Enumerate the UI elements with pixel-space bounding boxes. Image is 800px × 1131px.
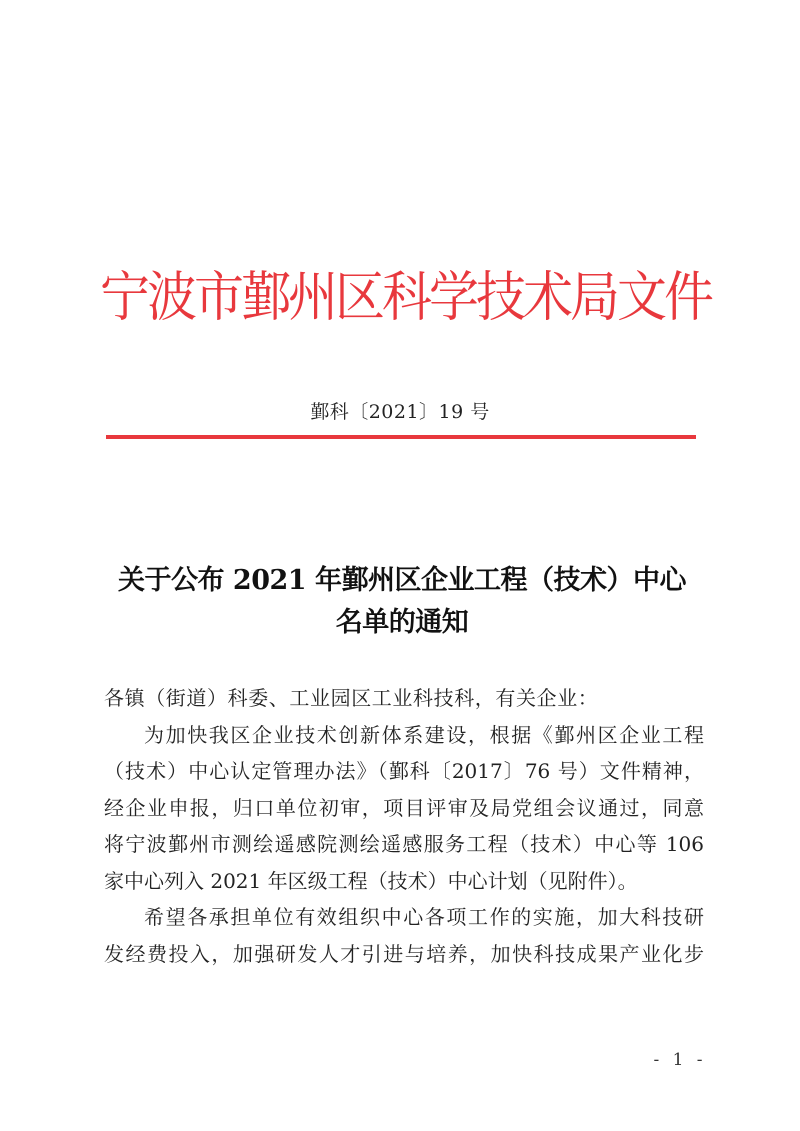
paragraph-2-line: 希望各承担单位有效组织中心各项工作的实施，加大科技研 <box>144 905 704 929</box>
paragraph-1-line: 为加快我区企业技术创新体系建设，根据《鄞州区企业工程 <box>144 722 704 747</box>
paragraph-1-line: （技术）中心认定管理办法》（鄞科〔2017〕76 号）文件精神， <box>104 759 704 783</box>
red-header-rule <box>106 435 696 439</box>
paragraph-1-line: 家中心列入 2021 年区级工程（技术）中心计划（见附件）。 <box>104 868 638 893</box>
notice-body <box>104 680 704 972</box>
notice-title-line-1: 关于公布 2021 年鄞州区企业工程（技术）中心 <box>118 565 686 596</box>
paragraph-1-line: 经企业申报，归口单位初审，项目评审及局党组会议通过，同意 <box>104 795 704 820</box>
page-number: - 1 - <box>653 1050 707 1070</box>
document-number: 鄞科〔2021〕19 号 <box>310 401 490 423</box>
salutation: 各镇（街道）科委、工业园区工业科技科，有关企业： <box>104 686 599 710</box>
paragraph-2-line: 发经费投入，加强研发人才引进与培养，加快科技成果产业化步 <box>104 941 704 966</box>
paragraph-1-line: 将宁波鄞州市测绘遥感院测绘遥感服务工程（技术）中心等 106 <box>104 832 704 856</box>
paragraph-2 <box>104 899 704 972</box>
notice-title <box>96 560 708 644</box>
issuer-header-title: 宁波市鄞州区科学技术局文件 <box>100 265 711 329</box>
notice-title-line-2: 名单的通知 <box>335 607 469 638</box>
paragraph-1 <box>104 717 704 900</box>
